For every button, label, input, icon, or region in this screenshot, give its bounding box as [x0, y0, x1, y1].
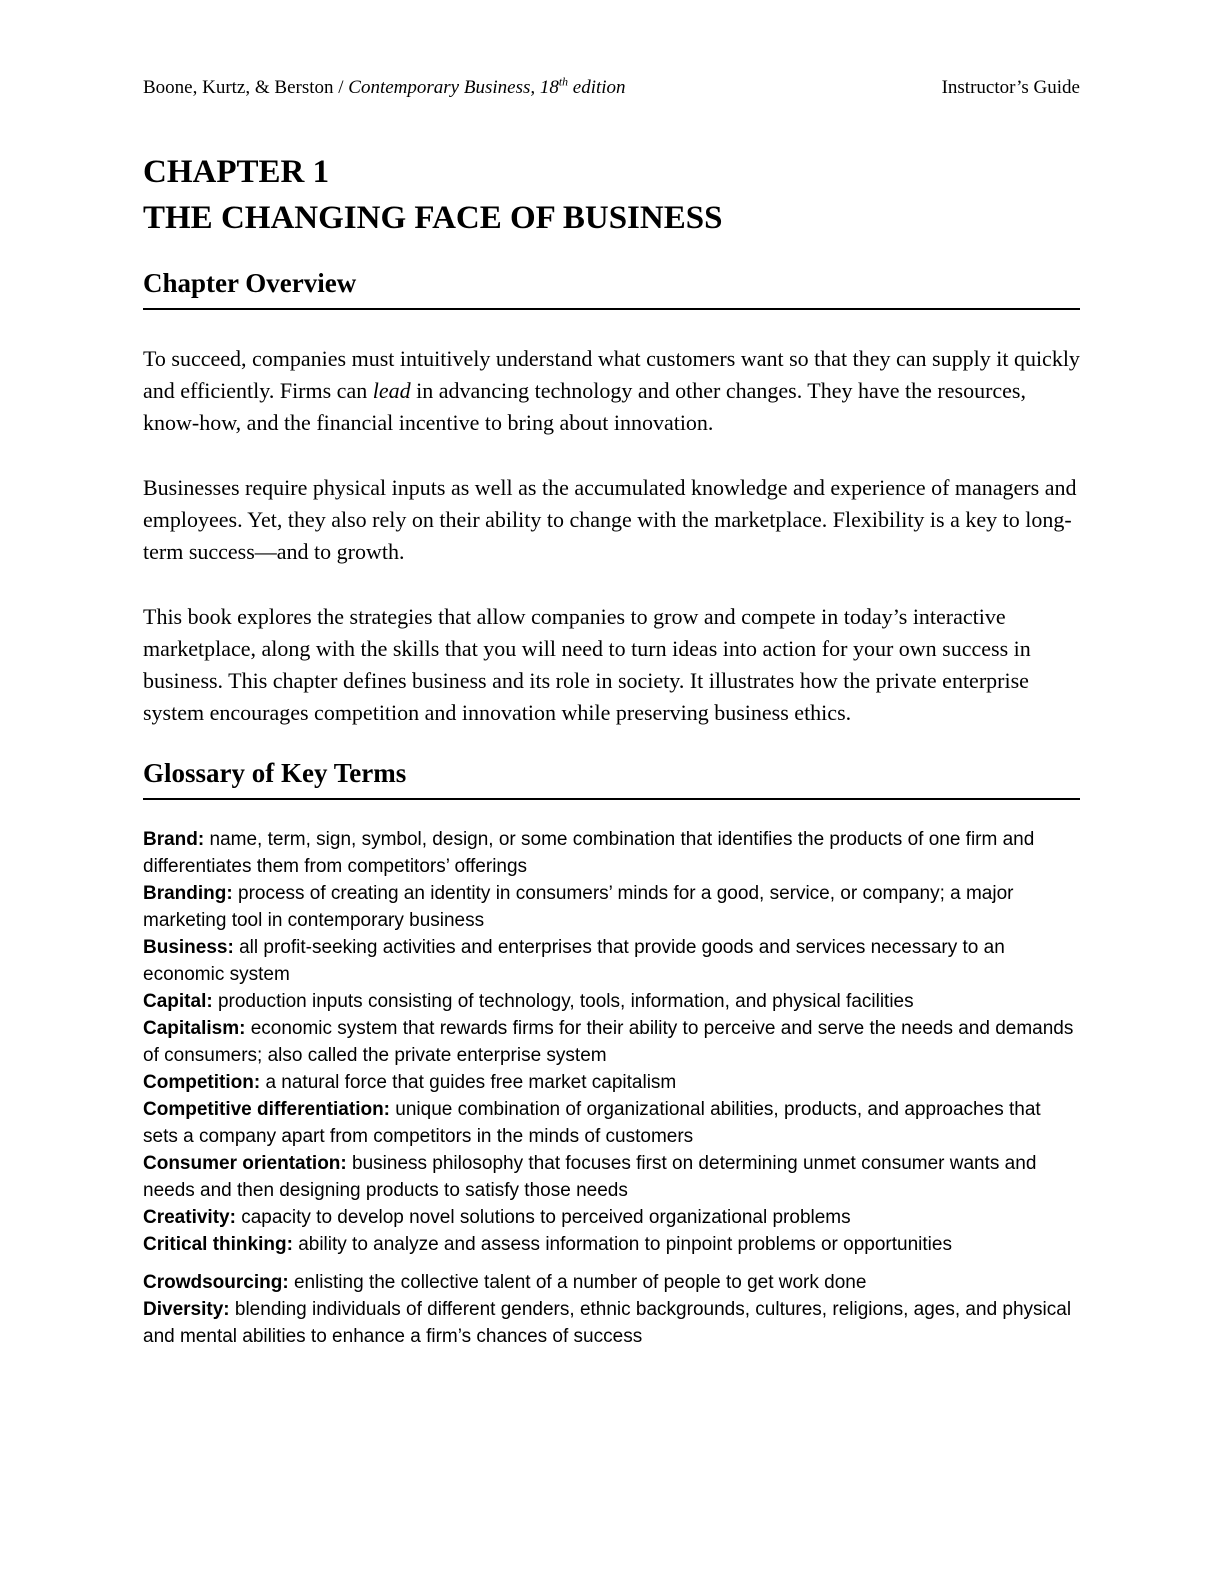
glossary-term: Diversity: — [143, 1299, 230, 1320]
header-book-title: Contemporary Business, 18 — [348, 77, 559, 98]
glossary-definition: all profit-seeking activities and enterprises that provide goods and services necessary to an economic system — [143, 937, 1005, 985]
glossary-definition: economic system that rewards firms for their ability to perceive and serve the needs and demands of consumers; also called the private enterprise system — [143, 1018, 1074, 1066]
glossary-term: Creativity: — [143, 1207, 236, 1228]
header-right: Instructor’s Guide — [941, 77, 1080, 98]
glossary-entry-capitalism — [143, 1015, 1080, 1069]
glossary-definition: process of creating an identity in consumers’ minds for a good, service, or company; a major marketing tool in contemporary business — [143, 883, 1014, 931]
glossary-entry-competitive-differentiation — [143, 1096, 1080, 1150]
glossary-term: Critical thinking: — [143, 1234, 293, 1255]
glossary-term: Competition: — [143, 1072, 261, 1093]
glossary-entry-branding — [143, 880, 1080, 934]
glossary-term: Capital: — [143, 991, 213, 1012]
overview-paragraph-2: Businesses require physical inputs as well as the accumulated knowledge and experience of managers and employees. Yet, they also rely on their ability to change with the marketplace. Flexibility is a key to long-term success—and to growth. — [143, 475, 1077, 564]
chapter-number: CHAPTER 1 — [143, 154, 330, 190]
glossary-term: Competitive differentiation: — [143, 1099, 391, 1120]
overview-paragraph-1 — [143, 343, 1080, 439]
glossary-definition: enlisting the collective talent of a number of people to get work done — [293, 1272, 867, 1293]
glossary-definition: ability to analyze and assess information to pinpoint problems or opportunities — [298, 1234, 952, 1255]
glossary-definition: blending individuals of different genders, ethnic backgrounds, cultures, religions, ages, and physical and mental abilities to enhance a firm’s chances of success — [143, 1299, 1072, 1347]
glossary-entries — [143, 826, 1080, 1350]
glossary-definition: production inputs consisting of technology, tools, information, and physical facilities — [217, 991, 914, 1012]
overview-section — [143, 267, 1080, 729]
glossary-definition: capacity to develop novel solutions to perceived organizational problems — [241, 1207, 851, 1228]
glossary-entry-critical-thinking — [143, 1231, 1080, 1258]
glossary-entry-diversity — [143, 1296, 1080, 1350]
glossary-definition: name, term, sign, symbol, design, or some combination that identifies the products of one firm and differentiates them from competitors’ offerings — [143, 829, 1035, 877]
paragraph-text: in advancing technology and other changes. They have the resources, know-how, and the financial incentive to bring about innovation. — [143, 378, 1026, 435]
glossary-entry-consumer-orientation — [143, 1150, 1080, 1204]
glossary-term: Business: — [143, 937, 234, 958]
header-edition-label: edition — [568, 77, 626, 98]
glossary-term: Consumer orientation: — [143, 1153, 347, 1174]
glossary-term: Crowdsourcing: — [143, 1272, 289, 1293]
paragraph-italic-word: lead — [372, 378, 411, 403]
chapter-name: THE CHANGING FACE OF BUSINESS — [143, 200, 723, 236]
glossary-entry-crowdsourcing — [143, 1269, 1080, 1296]
glossary-entry-business — [143, 934, 1080, 988]
chapter-title — [143, 149, 1080, 241]
header-authors: Boone, Kurtz, & Berston / — [143, 77, 349, 98]
paragraph-text: To succeed, companies must intuitively understand what customers want so that they can supply it quickly and efficiently. Firms can — [143, 346, 1080, 403]
glossary-entry-competition — [143, 1069, 1080, 1096]
document-header — [143, 74, 1080, 101]
glossary-definition: business philosophy that focuses first on determining unmet consumer wants and needs and then designing products to satisfy those needs — [143, 1153, 1037, 1201]
glossary-term: Capitalism: — [143, 1018, 246, 1039]
glossary-definition: a natural force that guides free market capitalism — [265, 1072, 677, 1093]
header-edition-superscript: th — [558, 75, 569, 89]
glossary-term: Branding: — [143, 883, 233, 904]
glossary-entry-brand — [143, 826, 1080, 880]
overview-heading: Chapter Overview — [143, 267, 1080, 310]
overview-paragraph-3: This book explores the strategies that allow companies to grow and compete in today’s interactive marketplace, along with the skills that you will need to turn ideas into action for your own success in business. This chapter defines business and its role in society. It illustrates how the private enterprise system encourages competition and innovation while preserving business ethics. — [143, 604, 1031, 725]
glossary-term: Brand: — [143, 829, 205, 850]
glossary-entry-capital — [143, 988, 1080, 1015]
header-left — [143, 74, 626, 101]
glossary-entry-creativity — [143, 1204, 1080, 1231]
glossary-heading: Glossary of Key Terms — [143, 757, 1080, 800]
glossary-definition: unique combination of organizational abilities, products, and approaches that sets a company apart from competitors in the minds of customers — [143, 1099, 1041, 1147]
glossary-section — [143, 757, 1080, 1350]
